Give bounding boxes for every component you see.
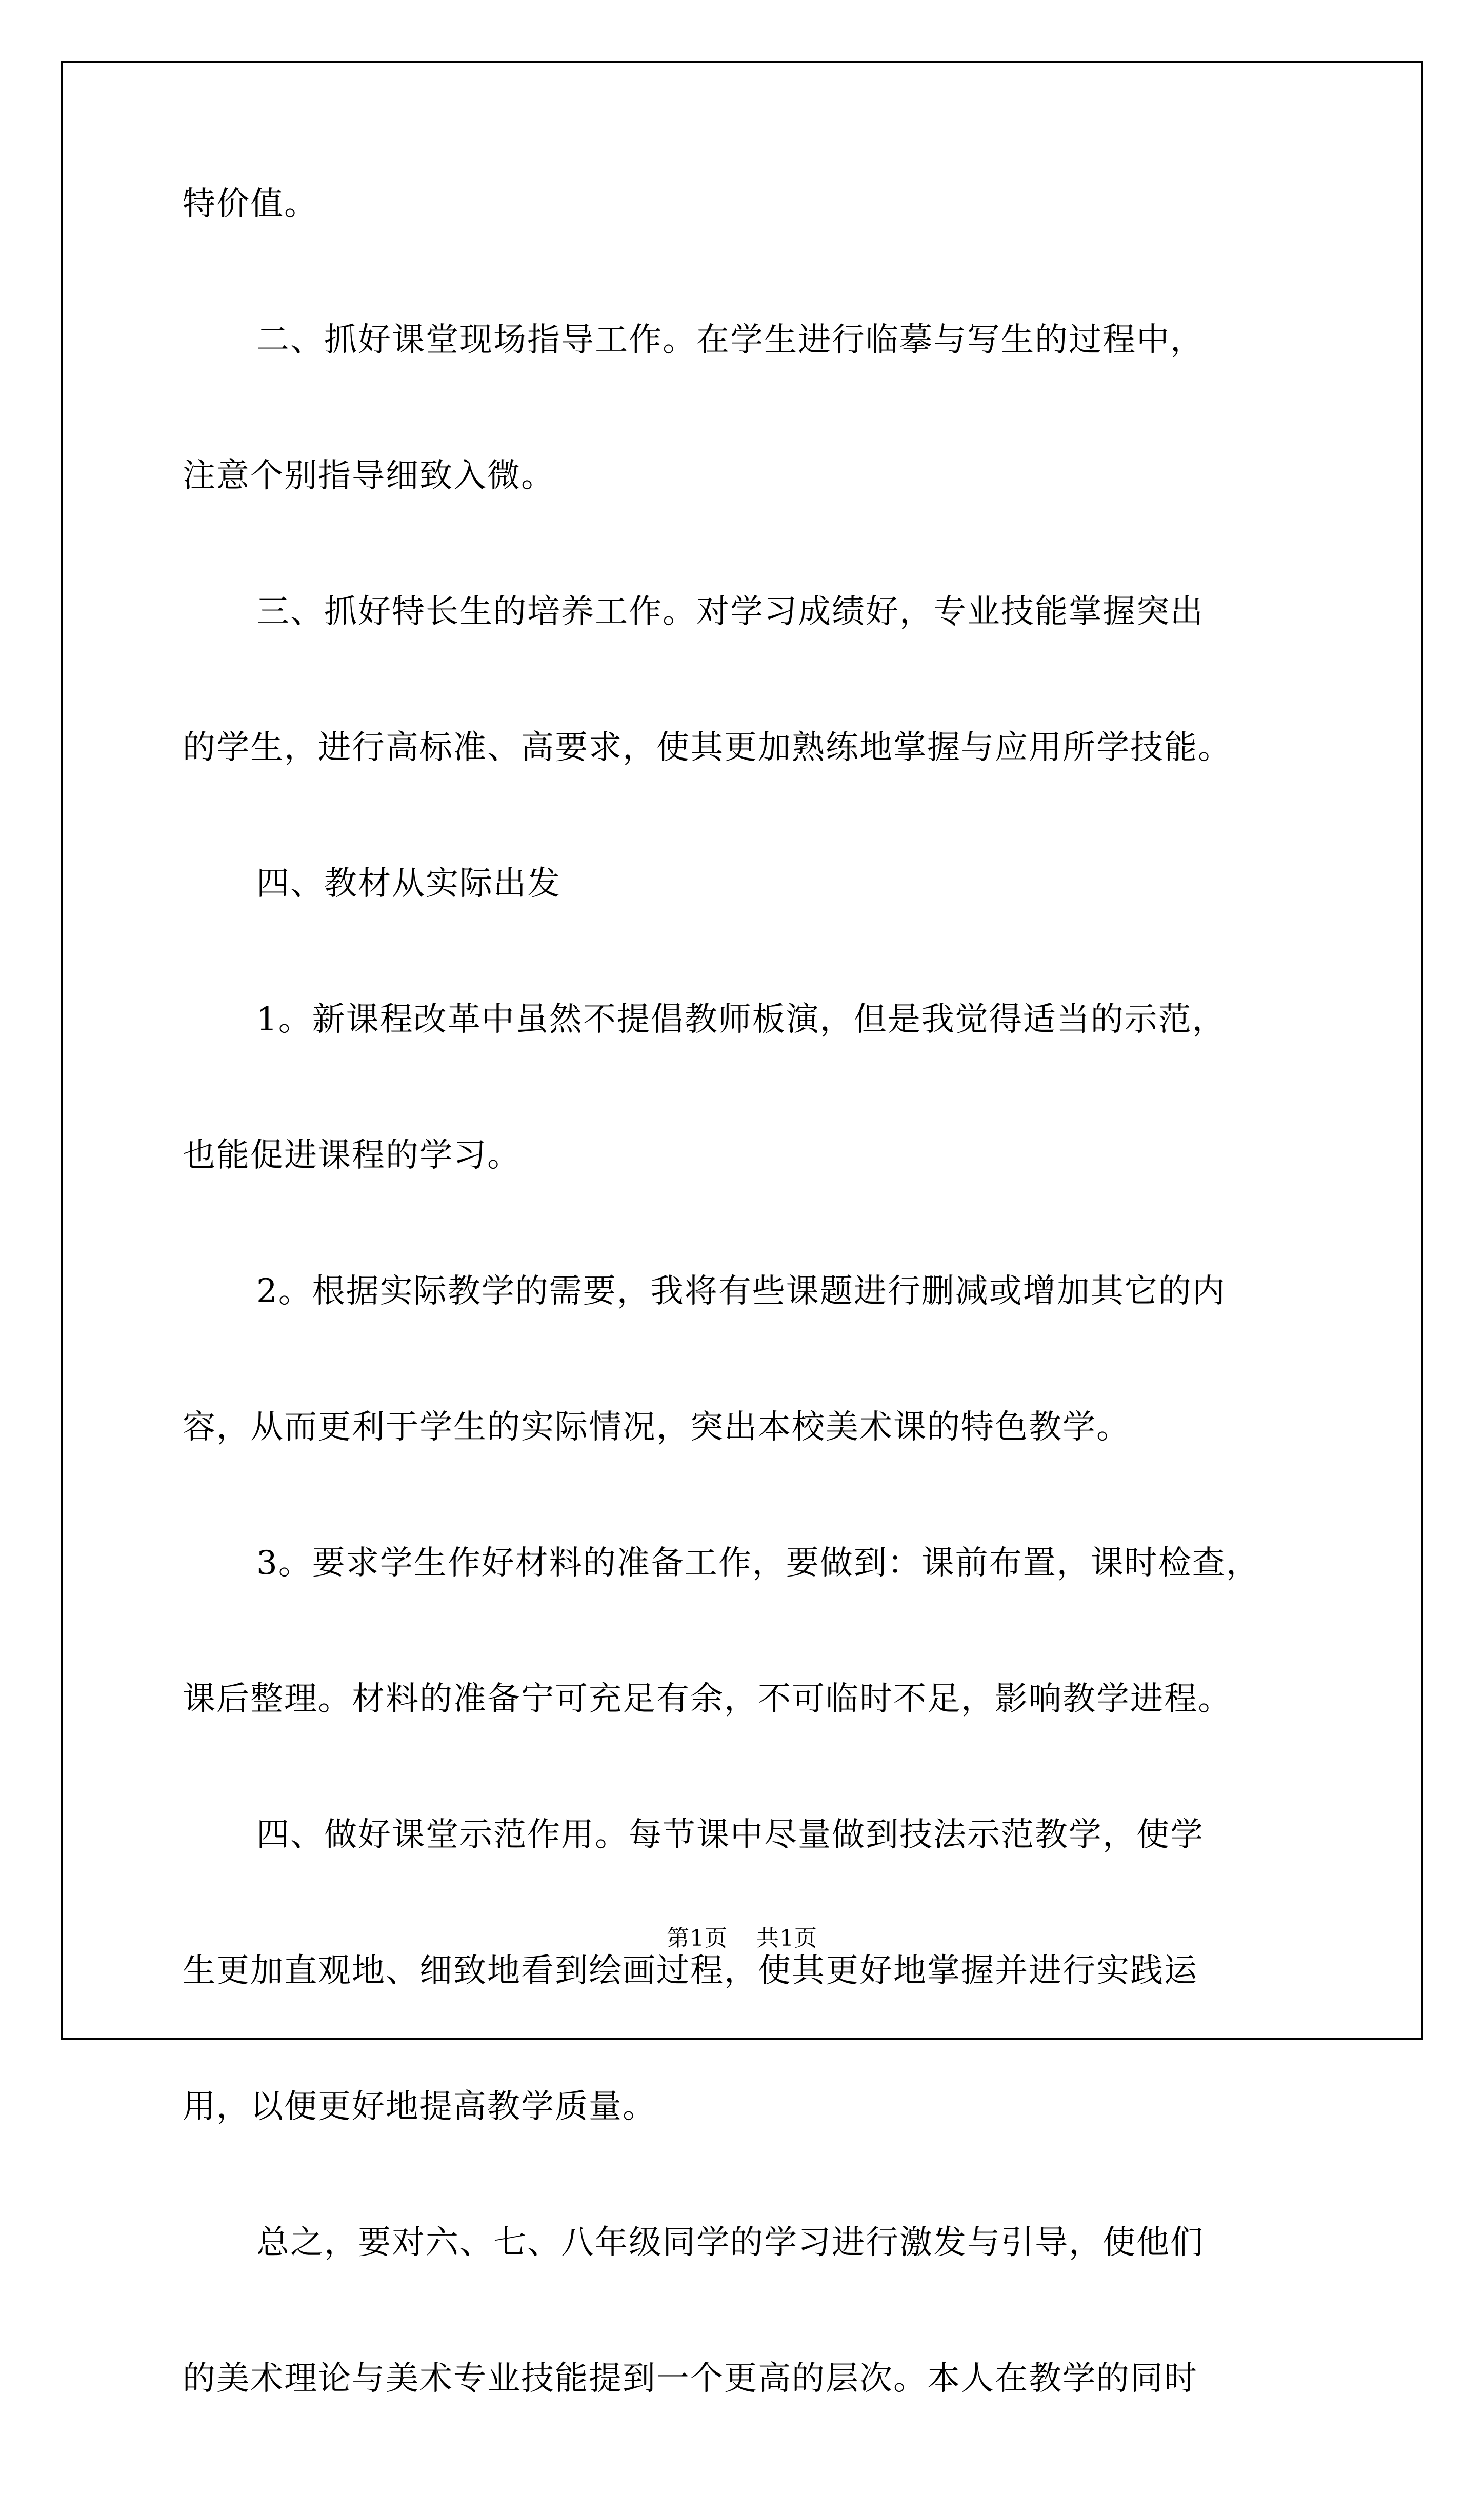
page-number: 第1页: [667, 1925, 728, 1951]
page-total: 共1页: [756, 1925, 817, 1951]
text-line: 3。要求学生作好材料的准备工作，要做到：课前布置，课时检查，: [256, 1544, 1260, 1582]
text-line: 用，以便更好地提高教学质量。: [183, 2088, 656, 2126]
document-body: [183, 184, 1314, 2494]
text-line: 四、做好课堂示范作用。每节课中尽量做到技法示范教学，使学: [256, 1816, 1204, 1854]
page-footer: [0, 1923, 1484, 1954]
text-line: 注意个别指导细致入微。: [183, 457, 555, 495]
text-line: 生更加直观地、细致地看到绘画过程，使其更好地掌握并进行实践运: [183, 1952, 1198, 1990]
text-line: 三、抓好特长生的培养工作。对学习成绩好，专业技能掌握突出: [256, 593, 1204, 631]
text-line: 二、抓好课堂现场指导工作。在学生进行临摹与写生的过程中，: [256, 321, 1204, 359]
text-line: 的学生，进行高标准、高要求，使其更加熟练地掌握与应用所学技能。: [183, 729, 1232, 767]
text-line: 课后整理。材料的准备宁可充足有余，不可临时不足，影响教学进程。: [183, 1680, 1232, 1718]
text-line: 2。根据实际教学的需要，我将有些课题进行删减或增加其它的内: [256, 1272, 1226, 1310]
text-line: 1。新课程改革中虽然不提倡教师板演，但是我觉得适当的示范，: [256, 1001, 1226, 1039]
text-line: 容，从而更利于学生的实际情况，突出本校美术课的特色教学。: [183, 1408, 1130, 1446]
text-line: 四、教材从实际出发: [256, 865, 561, 903]
text-line: 特价值。: [183, 185, 318, 223]
text-line: 的美术理论与美术专业技能提到一个更高的层次。本人在教学的同时: [183, 2360, 1198, 2398]
text-line: 也能促进课程的学习。: [183, 1136, 521, 1174]
text-line: 总之，要对六、七、八年级同学的学习进行激发与引导，使他们: [256, 2224, 1204, 2262]
